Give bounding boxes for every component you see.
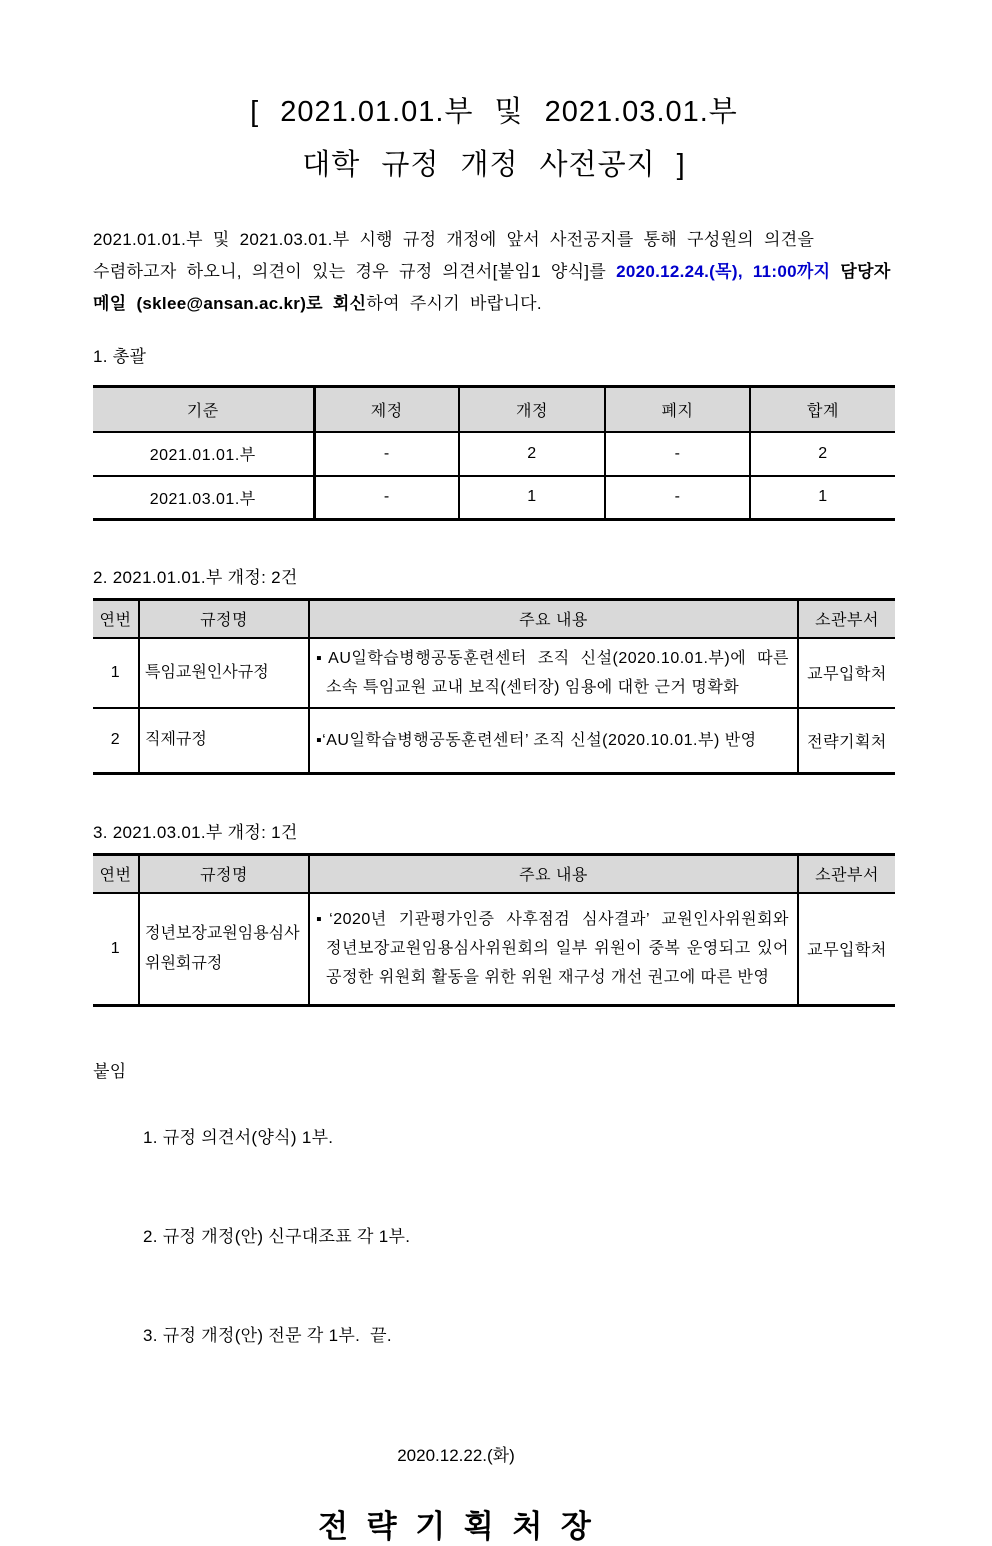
attachments-block bbox=[93, 1055, 895, 1418]
revisions-header-row bbox=[93, 855, 895, 893]
title-line-2: 대학 규정 개정 사전공지 ] bbox=[302, 149, 686, 181]
col-header-basis: 기준 bbox=[93, 387, 314, 432]
cell-revised: 2 bbox=[459, 432, 605, 476]
col-header-enacted: 제정 bbox=[314, 387, 459, 432]
attachment-item: 2. 규정 개정(안) 신구대조표 각 1부. bbox=[143, 1227, 411, 1246]
cell-no: 1 bbox=[93, 893, 139, 1006]
col-header-department: 소관부서 bbox=[798, 855, 895, 893]
cell-enacted: - bbox=[314, 476, 459, 520]
table-row bbox=[93, 708, 895, 774]
cell-revised: 1 bbox=[459, 476, 605, 520]
table-row bbox=[93, 638, 895, 708]
intro-space bbox=[830, 262, 840, 281]
cell-enacted: - bbox=[314, 432, 459, 476]
cell-department: 교무입학처 bbox=[798, 638, 895, 708]
col-header-summary: 주요 내용 bbox=[309, 600, 798, 638]
intro-contact-email: 담당자 메일 (sklee@ansan.ac.kr)로 회신 bbox=[93, 262, 901, 313]
cell-basis: 2021.03.01.부 bbox=[93, 476, 314, 520]
intro-text-before: 2021.01.01.부 및 2021.03.01.부 시행 규정 개정에 앞서 사전공지를 통해 구성원의 의견을 수렴하고자 하오니, 의견이 있는 경우 규정 의견서[붙임1 양식]를 bbox=[93, 230, 825, 281]
col-header-summary: 주요 내용 bbox=[309, 855, 798, 893]
cell-summary: ▪‘AU일학습병행공동훈련센터’ 조직 신설(2020.10.01.부) 반영 bbox=[309, 708, 798, 774]
col-header-regulation: 규정명 bbox=[139, 600, 309, 638]
attachments-list bbox=[143, 1055, 410, 1418]
col-header-revised: 개정 bbox=[459, 387, 605, 432]
cell-regulation-name: 특임교원인사규정 bbox=[139, 638, 309, 708]
col-header-no: 연번 bbox=[93, 600, 139, 638]
intro-text-after: 하여 주시기 바랍니다. bbox=[366, 294, 542, 313]
cell-total: 2 bbox=[750, 432, 895, 476]
cell-no: 1 bbox=[93, 638, 139, 708]
cell-total: 1 bbox=[750, 476, 895, 520]
cell-abolished: - bbox=[605, 476, 750, 520]
intro-deadline: 2020.12.24.(목), 11:00까지 bbox=[616, 262, 831, 281]
document-page bbox=[0, 86, 992, 1544]
col-header-department: 소관부서 bbox=[798, 600, 895, 638]
attachments-label: 붙임 bbox=[93, 1062, 127, 1081]
table-row bbox=[93, 432, 895, 476]
col-header-abolished: 폐지 bbox=[605, 387, 750, 432]
summary-table bbox=[93, 385, 895, 521]
cell-abolished: - bbox=[605, 432, 750, 476]
cell-no: 2 bbox=[93, 708, 139, 774]
col-header-total: 합계 bbox=[750, 387, 895, 432]
section-1-heading: 1. 총괄 bbox=[93, 347, 147, 366]
document-date: 2020.12.22.(화) bbox=[397, 1446, 515, 1465]
revisions-header-row bbox=[93, 600, 895, 638]
attachment-item: 1. 규정 의견서(양식) 1부. bbox=[143, 1128, 334, 1147]
cell-department: 교무입학처 bbox=[798, 893, 895, 1006]
cell-basis: 2021.01.01.부 bbox=[93, 432, 314, 476]
document-title bbox=[93, 86, 895, 192]
col-header-no: 연번 bbox=[93, 855, 139, 893]
cell-department: 전략기획처 bbox=[798, 708, 895, 774]
cell-regulation-name: 직제규정 bbox=[139, 708, 309, 774]
section-3-heading: 3. 2021.03.01.부 개정: 1건 bbox=[93, 823, 298, 842]
col-header-regulation: 규정명 bbox=[139, 855, 309, 893]
cell-regulation-name: 정년보장교원임용심사위원회규정 bbox=[139, 893, 309, 1006]
table-row bbox=[93, 476, 895, 520]
intro-paragraph bbox=[93, 224, 901, 320]
summary-header-row bbox=[93, 387, 895, 432]
signature-title: 전 략 기 획 처 장 bbox=[318, 1509, 594, 1544]
table-row bbox=[93, 893, 895, 1006]
cell-summary: ▪AU일학습병행공동훈련센터 조직 신설(2020.10.01.부)에 따른 소속 특임교원 교내 보직(센터장) 임용에 대한 근거 명확화 bbox=[309, 638, 798, 708]
title-line-1: [ 2021.01.01.부 및 2021.03.01.부 bbox=[250, 96, 738, 128]
revisions-table-mar bbox=[93, 853, 895, 1007]
revisions-table-jan bbox=[93, 598, 895, 775]
cell-summary: ▪‘2020년 기관평가인증 사후점검 심사결과’ 교원인사위원회와 정년보장교원임용심사위원회의 일부 위원이 중복 운영되고 있어 공정한 위원회 활동을 위한 위원 재구성 개선 권고에 따른 반영 bbox=[309, 893, 798, 1006]
attachment-item: 3. 규정 개정(안) 전문 각 1부. 끝. bbox=[143, 1326, 392, 1345]
section-2-heading: 2. 2021.01.01.부 개정: 2건 bbox=[93, 568, 298, 587]
